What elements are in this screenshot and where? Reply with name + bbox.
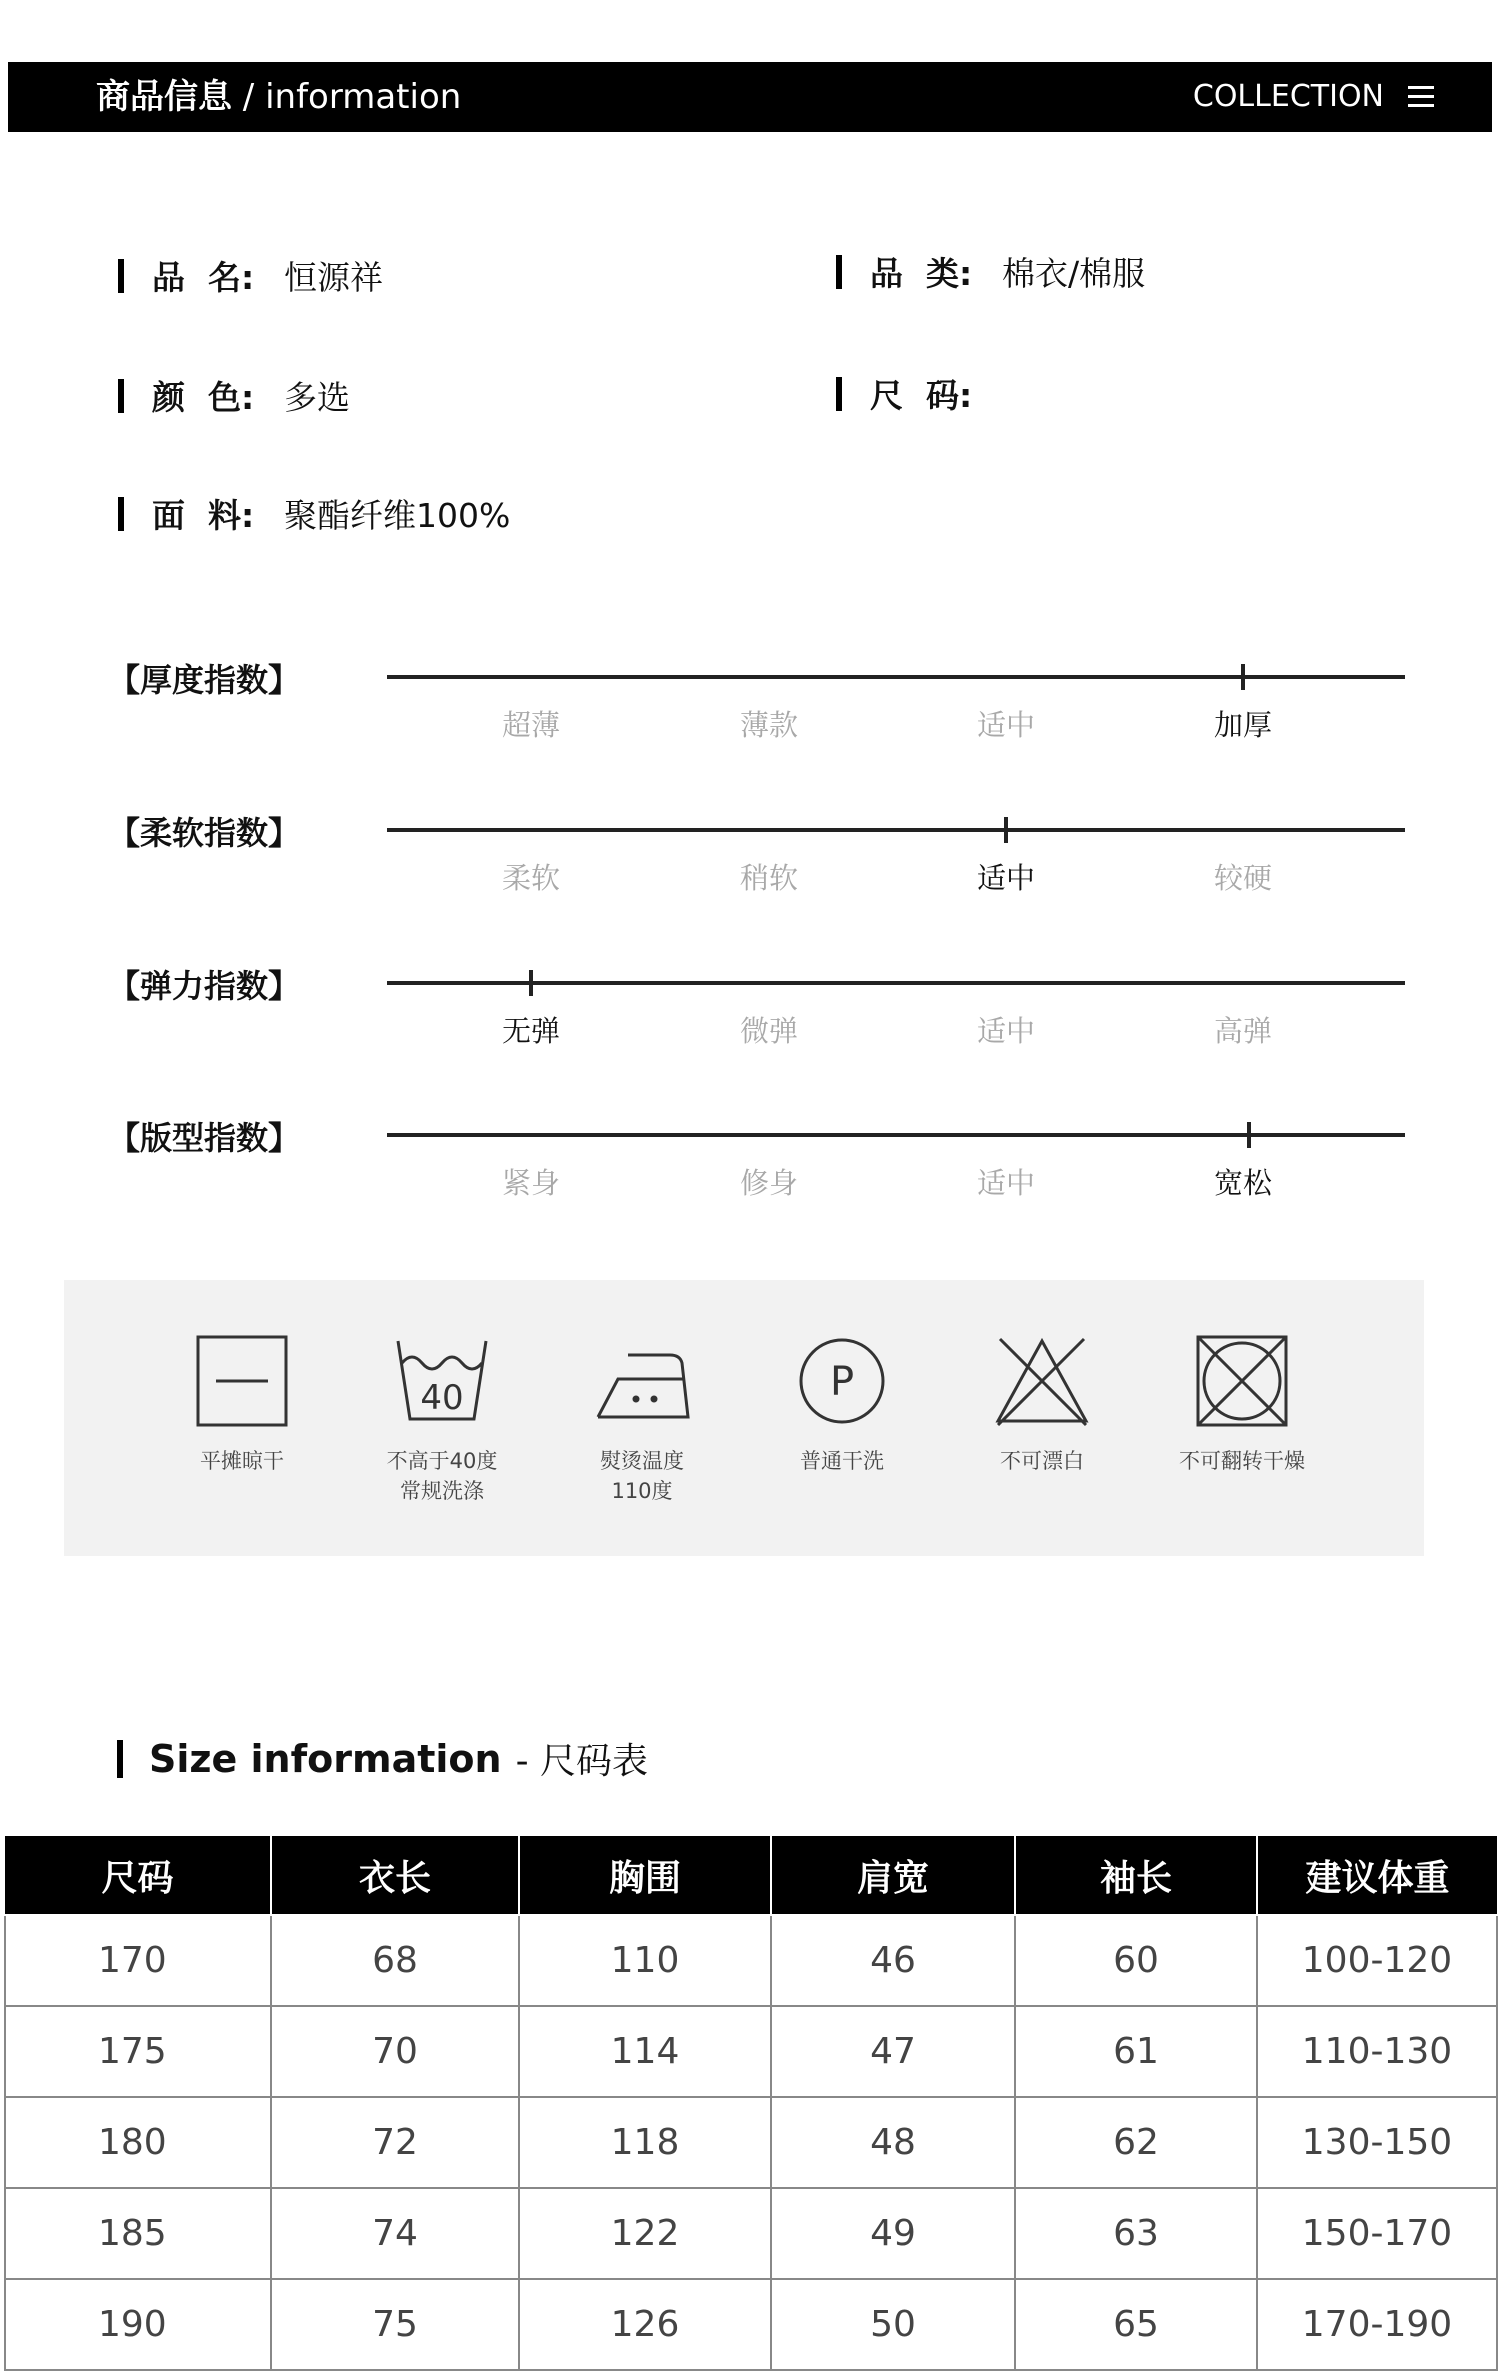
attr-label: 颜 色:: [152, 378, 255, 417]
table-row: [5, 2006, 1497, 2097]
index-option: 紧身: [501, 1166, 560, 1200]
index-option: 适中: [976, 1014, 1035, 1048]
index-option: 加厚: [1213, 708, 1272, 742]
index-title: 【柔软指数】: [108, 814, 301, 852]
table-cell: 75: [271, 2279, 519, 2370]
size-table-header-row: [5, 1836, 1497, 1915]
size-table-body: [5, 1915, 1497, 2370]
index-title: 【版型指数】: [108, 1119, 301, 1157]
care-label: 不可翻转干燥: [1179, 1449, 1305, 1473]
attr-color: [118, 372, 350, 419]
attr-bar: [836, 255, 842, 289]
size-table-header: 肩宽: [771, 1836, 1015, 1915]
wash-40-icon: [394, 1335, 490, 1427]
care-label: 熨烫温度 110度: [600, 1449, 684, 1503]
index-option: 适中: [976, 708, 1035, 742]
attr-label: 尺 码:: [870, 376, 973, 415]
attr-bar: [118, 379, 124, 413]
size-table-header: 胸围: [519, 1836, 771, 1915]
care-label: 不高于40度 常规洗涤: [386, 1449, 498, 1503]
table-cell: 68: [271, 1915, 519, 2006]
index-option: 适中: [976, 861, 1035, 895]
iron-icon: [594, 1335, 690, 1427]
care-label: 不可漂白: [1000, 1449, 1084, 1473]
attr-name: [118, 252, 383, 299]
attr-label: 面 料:: [152, 496, 255, 535]
size-heading-bar: [117, 1740, 123, 1778]
collection-label: COLLECTION: [1192, 79, 1384, 114]
index-option: 柔软: [501, 861, 560, 895]
care-label: 普通干洗: [800, 1449, 884, 1473]
table-row: [5, 2279, 1497, 2370]
table-cell: 122: [519, 2188, 771, 2279]
dry-clean-p-icon: [796, 1335, 888, 1427]
size-heading-en: Size information: [149, 1736, 502, 1781]
table-cell: 63: [1015, 2188, 1257, 2279]
no-bleach-icon: [994, 1335, 1090, 1427]
table-cell: 170: [5, 1915, 271, 2006]
size-table: [4, 1836, 1498, 2371]
attr-label: 品 名:: [152, 258, 255, 297]
header-title: [96, 62, 461, 132]
attr-label: 品 类:: [870, 254, 973, 293]
index-option: 无弹: [501, 1014, 560, 1048]
index-title: 【厚度指数】: [108, 661, 301, 699]
table-cell: 47: [771, 2006, 1015, 2097]
table-cell: 130-150: [1257, 2097, 1497, 2188]
flat-dry-icon: [196, 1335, 288, 1427]
size-table-header: 尺码: [5, 1836, 271, 1915]
table-cell: 185: [5, 2188, 271, 2279]
wash-temp-text: 40: [420, 1378, 464, 1418]
table-cell: 190: [5, 2279, 271, 2370]
table-row: [5, 2188, 1497, 2279]
size-heading-cn: - 尺码表: [515, 1741, 648, 1782]
table-cell: 65: [1015, 2279, 1257, 2370]
table-cell: 46: [771, 1915, 1015, 2006]
table-cell: 62: [1015, 2097, 1257, 2188]
table-cell: 150-170: [1257, 2188, 1497, 2279]
table-cell: 126: [519, 2279, 771, 2370]
table-cell: 72: [271, 2097, 519, 2188]
table-cell: 175: [5, 2006, 271, 2097]
attr-bar: [118, 259, 124, 293]
table-cell: 118: [519, 2097, 771, 2188]
size-table-header: 衣长: [271, 1836, 519, 1915]
index-option: 高弹: [1213, 1014, 1272, 1048]
index-option: 较硬: [1213, 861, 1272, 895]
index-marker: [529, 970, 533, 996]
attr-fabric: [118, 490, 510, 537]
size-table-header: 建议体重: [1257, 1836, 1497, 1915]
index-scale-line: [387, 1133, 1405, 1137]
size-table-header: 袖长: [1015, 1836, 1257, 1915]
index-marker: [1241, 664, 1245, 690]
index-option: 宽松: [1213, 1166, 1272, 1200]
dry-clean-letter: P: [829, 1359, 855, 1405]
table-cell: 170-190: [1257, 2279, 1497, 2370]
index-scale-line: [387, 675, 1405, 679]
table-cell: 60: [1015, 1915, 1257, 2006]
collection-menu[interactable]: [1193, 62, 1434, 132]
index-option: 微弹: [739, 1014, 798, 1048]
index-scale-line: [387, 981, 1405, 985]
no-tumble-dry-icon: [1196, 1335, 1288, 1427]
table-cell: 50: [771, 2279, 1015, 2370]
index-option: 稍软: [739, 861, 798, 895]
table-row: [5, 2097, 1497, 2188]
attr-bar: [836, 377, 842, 411]
header-bar: [8, 62, 1492, 132]
index-option: 适中: [976, 1166, 1035, 1200]
table-cell: 74: [271, 2188, 519, 2279]
header-title-cn: 商品信息: [96, 77, 232, 117]
table-cell: 180: [5, 2097, 271, 2188]
attr-category: [836, 248, 1145, 295]
care-label: 平摊晾干: [200, 1449, 284, 1473]
table-cell: 61: [1015, 2006, 1257, 2097]
menu-icon[interactable]: [1408, 86, 1434, 108]
index-scale-line: [387, 828, 1405, 832]
attr-size: [836, 370, 1002, 417]
size-section-heading: [117, 1733, 648, 1784]
table-cell: 110: [519, 1915, 771, 2006]
attr-value: 多选: [284, 378, 350, 417]
index-title: 【弹力指数】: [108, 967, 301, 1005]
index-option: 修身: [739, 1166, 798, 1200]
table-row: [5, 1915, 1497, 2006]
header-title-en: / information: [232, 77, 462, 117]
index-marker: [1004, 817, 1008, 843]
table-cell: 49: [771, 2188, 1015, 2279]
attr-value: 恒源祥: [284, 258, 383, 297]
table-cell: 110-130: [1257, 2006, 1497, 2097]
attr-value: 棉衣/棉服: [1002, 254, 1146, 293]
care-panel: [64, 1280, 1424, 1556]
table-cell: 48: [771, 2097, 1015, 2188]
table-cell: 70: [271, 2006, 519, 2097]
index-option: 薄款: [739, 708, 798, 742]
index-marker: [1247, 1122, 1251, 1148]
table-cell: 100-120: [1257, 1915, 1497, 2006]
index-option: 超薄: [501, 708, 560, 742]
attr-value: 聚酯纤维100%: [284, 496, 511, 535]
table-cell: 114: [519, 2006, 771, 2097]
attr-bar: [118, 497, 124, 531]
